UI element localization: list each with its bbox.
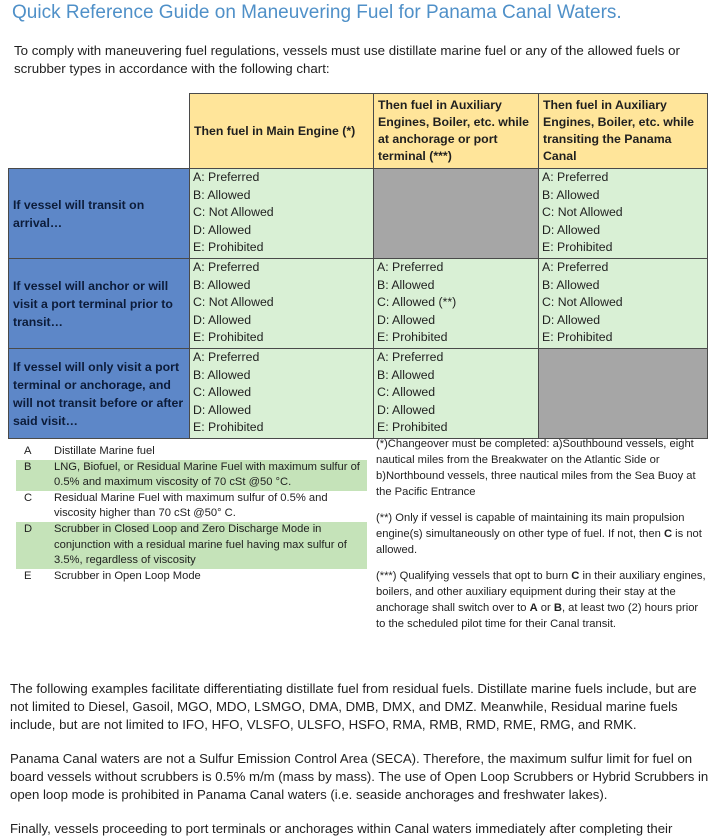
fuel-status: B: Allowed: [193, 277, 251, 292]
fuel-status: D: Allowed: [193, 222, 252, 237]
legend-key: E: [24, 569, 32, 582]
paragraph-seca: Panama Canal waters are not a Sulfur Emission Control Area (SECA). Therefore, the maximum sulfur limit for fuel on board vessels without scrubbers is 0.5% m/m (mass by mass). The use of Open Loop Scrubbers or Hybrid Scrubbers in open loop mode is prohibited in Panama Canal waters (i.e. seaside anchorages and freshwater lakes).: [10, 751, 709, 802]
legend-key: C: [24, 491, 33, 504]
fuel-code: B: [553, 602, 562, 614]
footnote-capability: [376, 510, 708, 558]
legend-item: [16, 522, 367, 569]
note-text: (**) Only if vessel is capable of maintaining its main propulsion engine(s) simultaneously on other type of fuel. If not, then: [376, 512, 685, 540]
fuel-legend: [16, 444, 367, 584]
cell-not-applicable: [539, 349, 708, 439]
fuel-status: D: Allowed: [377, 312, 436, 327]
fuel-status: E: Prohibited: [377, 420, 448, 435]
page-title: Quick Reference Guide on Maneuvering Fuel for Panama Canal Waters.: [12, 2, 622, 23]
footnote-qualifying-vessels: [376, 568, 708, 632]
paragraph-fuel-examples: The following examples facilitate differentiating distillate fuel from residual fuels. Distillate marine fuels include, but are not limited to Diesel, Gasoil, MGO, MDO, LSMGO, DMA, DMB, DMX, and DMZ. Meanwhile, Residual marine fuels include, but are not limited to IFO, HFO, VLSFO, ULSFO, HSFO, RMA, RMB, RMD, RME, RMG, and RMK.: [10, 681, 697, 732]
legend-text: Scrubber in Closed Loop and Zero Discharge Mode in conjunction with a residual marine fuel having max sulfur of 3.5%, regardless of viscosity: [54, 522, 347, 567]
fuel-code: C: [663, 528, 673, 540]
cell-not-applicable: [374, 169, 539, 259]
note-text: , at least two (2) hours prior to the scheduled pilot time for their Canal transit.: [376, 602, 699, 630]
fuel-status: C: Not Allowed: [193, 295, 274, 310]
legend-text: Distillate Marine fuel: [54, 445, 155, 457]
cell-main-engine: [190, 259, 374, 349]
cell-main-engine: [190, 169, 374, 259]
fuel-status: A: Preferred: [377, 350, 444, 364]
legend-key: D: [24, 522, 33, 535]
fuel-status: D: Allowed: [193, 312, 252, 327]
table-row: [9, 259, 708, 349]
paragraph-finally: Finally, vessels proceeding to port terminals or anchorages within Canal waters immediately after completing their: [10, 821, 673, 836]
legend-key: B: [24, 460, 32, 473]
legend-text: Scrubber in Open Loop Mode: [54, 569, 201, 582]
row-label-transit-on-arrival: If vessel will transit on arrival…: [9, 169, 190, 259]
note-text: or: [537, 602, 554, 614]
legend-text: LNG, Biofuel, or Residual Marine Fuel with maximum sulfur of 0.5% and maximum viscosity of 70 cSt @50 °C.: [54, 460, 360, 489]
fuel-code: C: [571, 570, 580, 582]
fuel-code: A: [529, 602, 538, 614]
fuel-status: E: Prohibited: [542, 330, 613, 345]
fuel-status: E: Prohibited: [193, 240, 264, 255]
note-text: (***) Qualifying vessels that opt to burn: [376, 570, 572, 582]
header-main-engine: Then fuel in Main Engine (*): [190, 94, 374, 169]
fuel-status: E: Prohibited: [193, 420, 264, 435]
fuel-status: B: Allowed: [542, 187, 600, 202]
legend-text: Residual Marine Fuel with maximum sulfur of 0.5% and viscosity higher than 70 cSt @50° C.: [54, 491, 328, 520]
fuel-status: A: Preferred: [542, 260, 609, 274]
fuel-chart-table: [8, 93, 708, 439]
legend-item: [16, 491, 367, 522]
fuel-status: D: Allowed: [542, 312, 601, 327]
legend-key: A: [24, 445, 32, 457]
cell-main-engine: [190, 349, 374, 439]
fuel-status: B: Allowed: [377, 277, 435, 292]
legend-item: [16, 444, 367, 460]
cell-aux-anchorage: [374, 349, 539, 439]
fuel-status: A: Preferred: [193, 350, 260, 364]
fuel-status: C: Not Allowed: [542, 295, 623, 310]
table-header-row: [9, 94, 708, 169]
fuel-status: A: Preferred: [542, 170, 609, 184]
fuel-status: A: Preferred: [193, 170, 260, 184]
intro-text: To comply with maneuvering fuel regulations, vessels must use distillate marine fuel or any of the allowed fuels or scrubber types in accordance with the following chart:: [14, 43, 680, 76]
fuel-status: C: Not Allowed: [193, 205, 274, 220]
header-aux-transit: Then fuel in Auxiliary Engines, Boiler, etc. while transiting the Panama Canal: [539, 94, 708, 169]
fuel-status: B: Allowed: [193, 367, 251, 382]
footnotes: [376, 436, 708, 642]
table-corner: [9, 94, 190, 169]
cell-aux-transit: [539, 259, 708, 349]
header-aux-anchorage: Then fuel in Auxiliary Engines, Boiler, etc. while at anchorage or port terminal (***): [374, 94, 539, 169]
footnote-changeover: (*)Changeover must be completed: a)Southbound vessels, eight nautical miles from the Breakwater on the Atlantic Side or b)Northbound vessels, three nautical miles from the Sea Buoy at the Pacific Entrance: [376, 438, 696, 498]
fuel-status: B: Allowed: [193, 187, 251, 202]
note-text: is not allowed.: [376, 528, 702, 556]
fuel-status: D: Allowed: [542, 222, 601, 237]
fuel-status: A: Preferred: [193, 260, 260, 274]
cell-aux-transit: [539, 169, 708, 259]
cell-aux-anchorage: [374, 259, 539, 349]
legend-item: [16, 460, 367, 491]
fuel-status: E: Prohibited: [193, 330, 264, 345]
row-label-port-visit-only: If vessel will only visit a port terminal or anchorage, and will not transit before or after said visit…: [9, 349, 190, 439]
table-row: [9, 169, 708, 259]
fuel-status: A: Preferred: [377, 260, 444, 274]
fuel-status: D: Allowed: [377, 402, 436, 417]
fuel-status: B: Allowed: [377, 367, 435, 382]
table-row: [9, 349, 708, 439]
fuel-status: E: Prohibited: [542, 240, 613, 255]
fuel-status: C: Allowed (**): [377, 295, 457, 310]
fuel-status: B: Allowed: [542, 277, 600, 292]
note-text: in their auxiliary engines, boilers, and other auxiliary equipment during their stay at the anchorage shall switch over to: [376, 570, 706, 614]
legend-item: [16, 569, 367, 585]
row-label-anchor-before-transit: If vessel will anchor or will visit a port terminal prior to transit…: [9, 259, 190, 349]
fuel-status: C: Allowed: [193, 385, 252, 400]
fuel-status: E: Prohibited: [377, 330, 448, 345]
fuel-status: C: Allowed: [377, 385, 436, 400]
fuel-status: C: Not Allowed: [542, 205, 623, 220]
fuel-status: D: Allowed: [193, 402, 252, 417]
